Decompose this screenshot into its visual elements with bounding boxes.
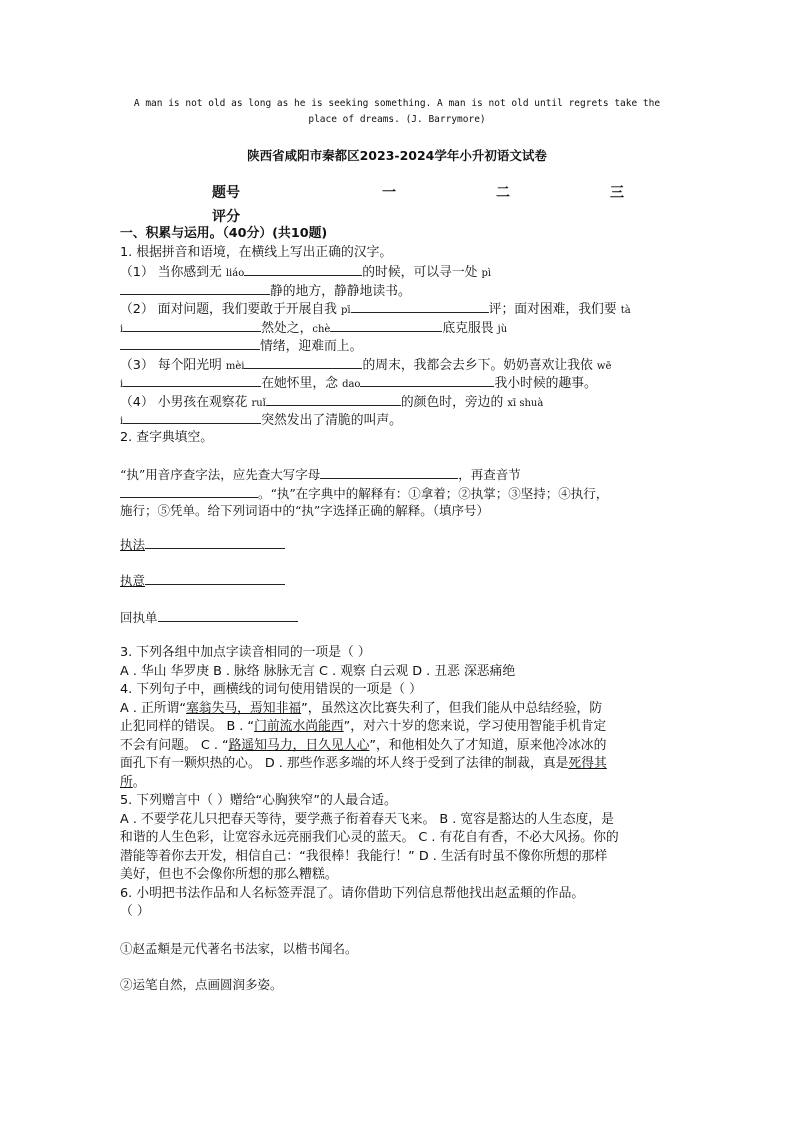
q4-line4: 面孔下有一颗炽热的心。 D . 那些作恶多端的坏人终于受到了法律的制裁，真是死得其 <box>120 756 607 771</box>
q5-stem: 5. 下列赠言中（ ）赠给“心胸狭窄”的人最合适。 <box>120 793 397 808</box>
answer-blank[interactable] <box>360 373 494 387</box>
q1-item4-line2: i 突然发出了清脆的叫声。 <box>120 410 680 429</box>
answer-blank[interactable] <box>158 608 298 622</box>
q4-line5: 所。 <box>120 774 146 790</box>
answer-blank[interactable] <box>120 281 270 295</box>
q2-word-1: 执法 <box>120 535 680 554</box>
q1-item1-line2: 静的地方，静静地读书。 <box>120 281 680 300</box>
answer-blank[interactable] <box>120 484 258 498</box>
q1-item2-line2: i 然处之，chè 底克服畏 jù <box>120 318 680 337</box>
q2-word-3: 回执单 <box>120 608 680 627</box>
answer-blank[interactable] <box>123 318 261 332</box>
score-col-2: 二 <box>496 185 510 201</box>
q4-line2: 止犯同样的错误。 B . “门前流水尚能西”，对六十岁的您来说，学习使用智能手机肯定 <box>120 719 607 734</box>
q4-line1: A . 正所谓“塞翁失马，焉知非福”，虽然这次比赛失利了，但我们能从中总结经验，防 <box>120 700 603 716</box>
q5-line2: 和谐的人生色彩，让宽容永远亮丽我们心灵的蓝天。 C . 有花自有香，不必大风扬。你的 <box>120 830 619 845</box>
q1-item4-line1: （4） 小男孩在观察花 ruǐ 的颜色时，旁边的 xī shuà <box>120 392 680 411</box>
answer-blank[interactable] <box>123 373 261 387</box>
answer-blank[interactable] <box>120 336 260 350</box>
answer-blank[interactable] <box>145 571 285 585</box>
q1-item1-line1: （1） 当你感到无 liáo 的时候，可以寻一处 pì <box>120 262 680 281</box>
answer-blank[interactable] <box>244 355 362 369</box>
score-col-3: 三 <box>610 185 624 201</box>
header-quote: A man is not old as long as he is seeking something. A man is not old until regrets take the place of dreams. (J. Barrymore) <box>133 98 661 125</box>
answer-blank[interactable] <box>145 535 285 549</box>
answer-blank[interactable] <box>351 299 489 313</box>
q4-stem: 4. 下列句子中，画横线的词句使用错误的一项是（ ） <box>120 682 422 697</box>
q5-line3: 潜能等着你去开发，相信自己：“我很棒！我能行！” D . 生活有时虽不像你所想的那样 <box>120 848 608 864</box>
q1-item3-line2: i 在她怀里，念 dao 我小时候的趣事。 <box>120 373 680 392</box>
q6-clue-1: ①赵孟頫是元代著名书法家，以楷书闻名。 <box>120 940 358 956</box>
q6-clue-2: ②运笔自然，点画圆润多姿。 <box>120 977 283 992</box>
answer-blank[interactable] <box>244 262 362 276</box>
answer-blank[interactable] <box>330 318 442 332</box>
q6-stem: 6. 小明把书法作品和人名标签弄混了。请你借助下列信息帮他找出赵孟頫的作品。 <box>120 885 585 901</box>
q1-item2-line3: 情绪，迎难而上。 <box>120 336 680 355</box>
q5-line1: A . 不要学花儿只把春天等待，要学燕子衔着春天飞来。 B . 宽容是豁达的人生态度，是 <box>120 811 614 827</box>
q1-item2-line1: （2） 面对问题，我们要敢于开展自我 pī 评；面对困难，我们要 tà <box>120 299 680 318</box>
q2-stem: 2. 查字典填空。 <box>120 429 214 445</box>
q2-para-line1: “执”用音序查字法，应先查大写字母 ，再查音节 <box>120 467 521 482</box>
q3-stem: 3. 下列各组中加点字读音相同的一项是（ ） <box>120 645 371 660</box>
exam-body <box>120 225 680 995</box>
q6-paren: （ ） <box>120 904 150 919</box>
q1-item3-line1: （3） 每个阳光明 mèi 的周末，我都会去乡下。奶奶喜欢让我依 wē <box>120 355 680 374</box>
q1-stem: 1. 根据拼音和语境，在横线上写出正确的汉字。 <box>120 244 393 260</box>
score-col-1: 一 <box>382 185 396 201</box>
q2-para-line2: 。“执”在字典中的解释有：①拿着；②执掌；③坚持；④执行， <box>120 484 680 503</box>
score-header-row <box>212 182 652 206</box>
section-heading: 一、积累与运用。（40分）(共10题) <box>120 226 328 241</box>
answer-blank[interactable] <box>123 410 261 424</box>
score-value-label: 评分 <box>212 209 240 225</box>
exam-title: 陕西省咸阳市秦都区2023-2024学年小升初语文试卷 <box>247 148 547 163</box>
q4-line3: 不会有问题。 C . “路遥知马力，日久见人心”，和他相处久了才知道，原来他冷冰冰的 <box>120 737 607 753</box>
q5-line4: 美好，但也不会像你所想的那么糟糕。 <box>120 867 338 882</box>
score-table <box>212 182 652 230</box>
q2-para-line3: 施行；⑤凭单。给下列词语中的“执”字选择正确的解释。（填序号） <box>120 503 490 518</box>
score-header-label: 题号 <box>212 185 240 201</box>
answer-blank[interactable] <box>320 465 458 479</box>
q3-options: A . 华山 华罗庚 B . 脉络 脉脉无言 C . 观察 白云观 D . 丑恶 深恶痛绝 <box>120 663 516 679</box>
q2-word-2: 执意 <box>120 571 680 590</box>
answer-blank[interactable] <box>266 392 401 406</box>
